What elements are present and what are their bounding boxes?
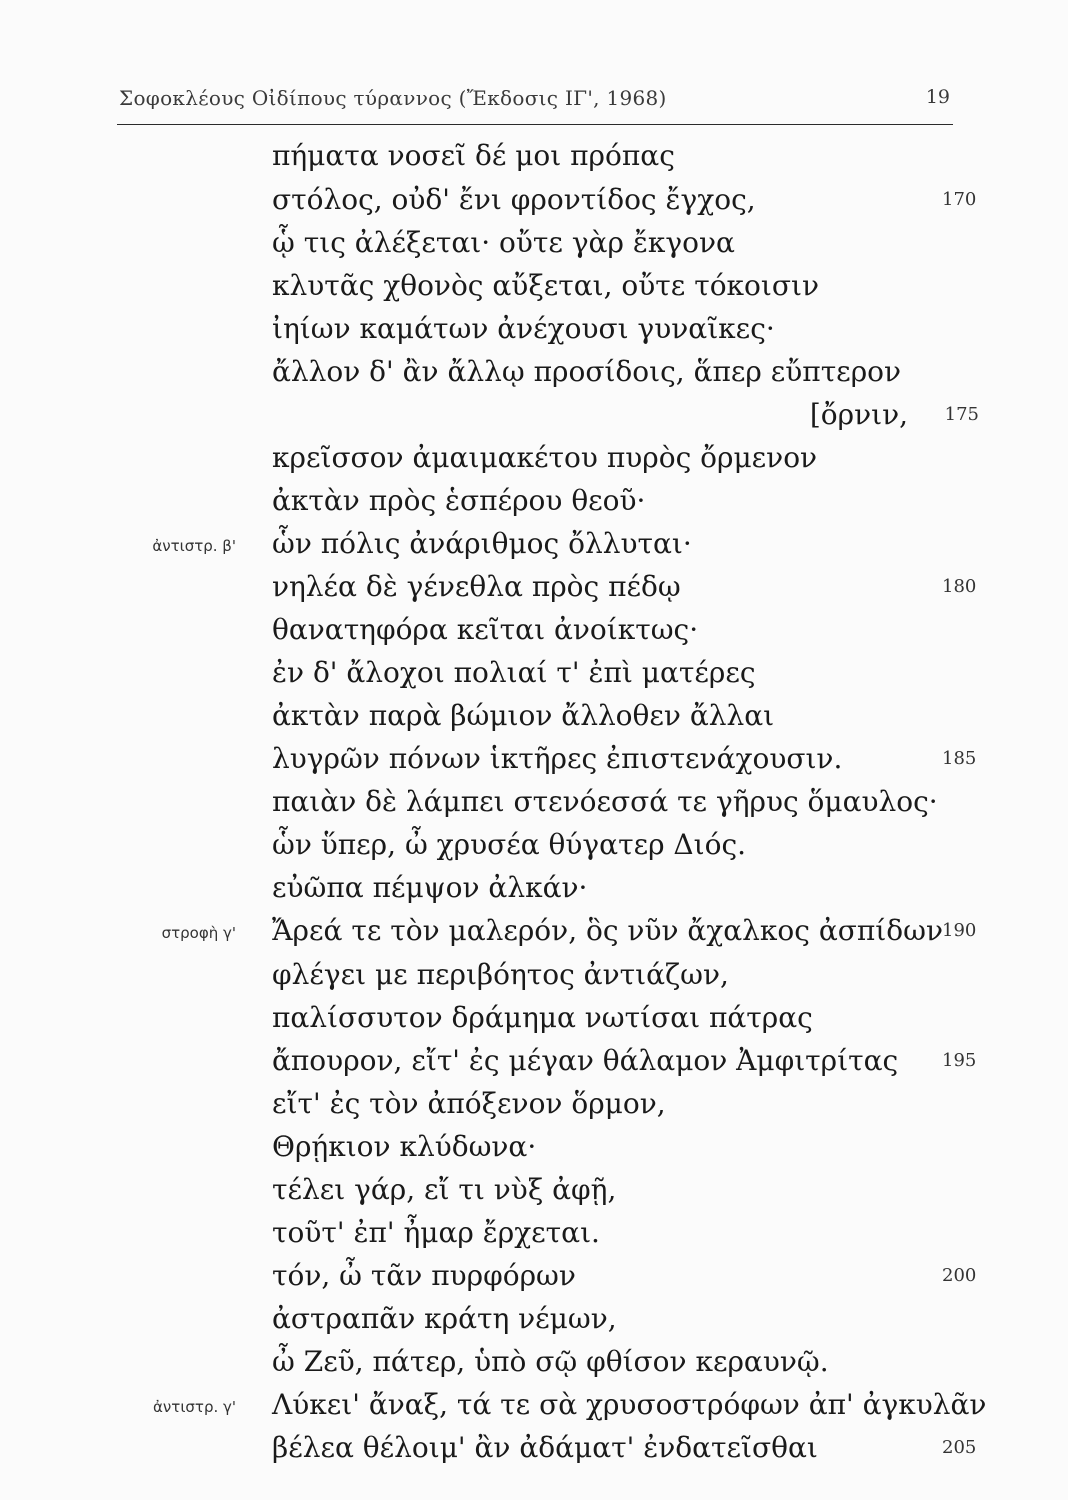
verse-text: κρεῖσσον ἀμαιμακέτου πυρὸς ὄρμενον xyxy=(272,441,818,474)
verse-line xyxy=(272,565,977,609)
verse-line xyxy=(272,1297,617,1341)
strophe-label: ἀντιστρ. β' xyxy=(152,537,236,555)
verse-line xyxy=(272,1340,829,1384)
verse-line xyxy=(272,1211,600,1255)
verse-line xyxy=(272,479,645,523)
verse-text: θανατηφόρα κεῖται ἀνοίκτως· xyxy=(272,613,699,646)
verse-line xyxy=(272,1125,536,1169)
verse-text: εἴτ' ἐς τὸν ἀπόξενον ὅρμον, xyxy=(272,1087,666,1120)
verse-text: τόν, ὦ τᾶν πυρφόρων xyxy=(272,1259,576,1292)
verse-text: βέλεα θέλοιμ' ἂν ἀδάματ' ἐνδατεῖσθαι xyxy=(272,1431,818,1464)
verse-text: ἰηίων καμάτων ἀνέχουσι γυναῖκες· xyxy=(272,312,775,345)
verse-text: ἐν δ' ἄλοχοι πολιαί τ' ἐπὶ ματέρες xyxy=(272,656,756,689)
verse-text: ᾧ τις ἀλέξεται· οὔτε γὰρ ἔκγονα xyxy=(272,226,735,259)
verse-line xyxy=(152,522,692,566)
verse-text: εὐῶπα πέμψον ἀλκάν· xyxy=(272,871,588,904)
verse-line xyxy=(272,178,977,222)
verse-text: τοῦτ' ἐπ' ἦμαρ ἔρχεται. xyxy=(272,1216,600,1249)
verse-line xyxy=(272,737,977,781)
verse-text: ἄπουρον, εἴτ' ἐς μέγαν θάλαμον Ἀμφιτρίτας xyxy=(272,1044,899,1077)
verse-line xyxy=(272,436,817,480)
line-number: 180 xyxy=(942,576,977,597)
verse-line xyxy=(272,823,746,867)
line-number: 185 xyxy=(942,748,977,769)
line-number: 195 xyxy=(942,1050,977,1071)
verse-line xyxy=(272,996,813,1040)
verse-text: κλυτᾶς χθονὸς αὔξεται, οὔτε τόκοισιν xyxy=(272,269,819,302)
verse-text: νηλέα δὲ γένεθλα πρὸς πέδῳ xyxy=(272,570,681,603)
verse-text: ὧν πόλις ἀνάριθμος ὄλλυται· xyxy=(272,527,692,560)
verse-text: ὧν ὕπερ, ὦ χρυσέα θύγατερ Διός. xyxy=(272,828,747,861)
verse-text: ἀκτὰν παρὰ βώμιον ἄλλοθεν ἄλλαι xyxy=(272,699,775,732)
verse-text: παλίσσυτον δράμημα νωτίσαι πάτρας xyxy=(272,1001,813,1034)
verse-text: Λύκει' ἄναξ, τά τε σὰ χρυσοστρόφων ἀπ' ἀγκυλᾶν xyxy=(272,1388,987,1421)
verse-line xyxy=(809,393,979,437)
verse-line xyxy=(272,307,775,351)
verse-line xyxy=(272,134,675,178)
verse-line xyxy=(272,1426,977,1470)
verse-line xyxy=(272,866,587,910)
verse-text: λυγρῶν πόνων ἱκτῆρες ἐπιστενάχουσιν. xyxy=(272,742,843,775)
verse-text: ἄλλον δ' ἂν ἄλλῳ προσίδοις, ἅπερ εὔπτερον xyxy=(272,355,902,388)
line-number: 170 xyxy=(942,189,977,210)
line-number: 200 xyxy=(942,1265,977,1286)
verse-line xyxy=(272,953,729,997)
verse-text: τέλει γάρ, εἴ τι νὺξ ἀφῇ, xyxy=(272,1173,617,1206)
verse-text: ἀκτὰν πρὸς ἑσπέρου θεοῦ· xyxy=(272,484,646,517)
verse-line xyxy=(161,909,977,953)
verse-line xyxy=(272,651,756,695)
verse-line xyxy=(272,1039,977,1083)
verse-text: ὦ Ζεῦ, πάτερ, ὑπὸ σῷ φθίσον κεραυνῷ. xyxy=(272,1345,829,1378)
verse-line xyxy=(272,1254,977,1298)
verse-line xyxy=(153,1383,987,1427)
line-number: 205 xyxy=(942,1437,977,1458)
line-number: 190 xyxy=(942,920,977,941)
strophe-label: ἀντιστρ. γ' xyxy=(153,1398,236,1416)
verse-line xyxy=(272,780,938,824)
verse-text: [ὄρνιν, xyxy=(809,398,908,431)
verse-line xyxy=(272,1168,616,1212)
running-head: Σοφοκλέους Οἰδίπους τύραννος (Ἔκδοσις ΙΓ', 1968) xyxy=(119,86,667,110)
verse-line xyxy=(272,694,774,738)
verse-text: ἀστραπᾶν κράτη νέμων, xyxy=(272,1302,617,1335)
verse-text: φλέγει με περιβόητος ἀντιάζων, xyxy=(272,958,729,991)
page-number: 19 xyxy=(925,86,950,108)
verse-text: στόλος, οὐδ' ἔνι φροντίδος ἔγχος, xyxy=(272,183,756,216)
strophe-label: στροφὴ γ' xyxy=(161,924,236,942)
line-number: 175 xyxy=(944,404,979,425)
verse-text: Θρῄκιον κλύδωνα· xyxy=(272,1130,537,1163)
verse-text: πήματα νοσεῖ δέ μοι πρόπας xyxy=(272,139,675,172)
verse-line xyxy=(272,350,901,394)
verse-line xyxy=(272,264,819,308)
verse-text: παιὰν δὲ λάμπει στενόεσσά τε γῆρυς ὅμαυλος· xyxy=(272,785,938,818)
verse-text: Ἄρεά τε τὸν μαλερόν, ὃς νῦν ἄχαλκος ἀσπίδων xyxy=(272,914,943,947)
verse-line xyxy=(272,608,698,652)
verse-line xyxy=(272,1082,666,1126)
verse-line xyxy=(272,221,735,265)
